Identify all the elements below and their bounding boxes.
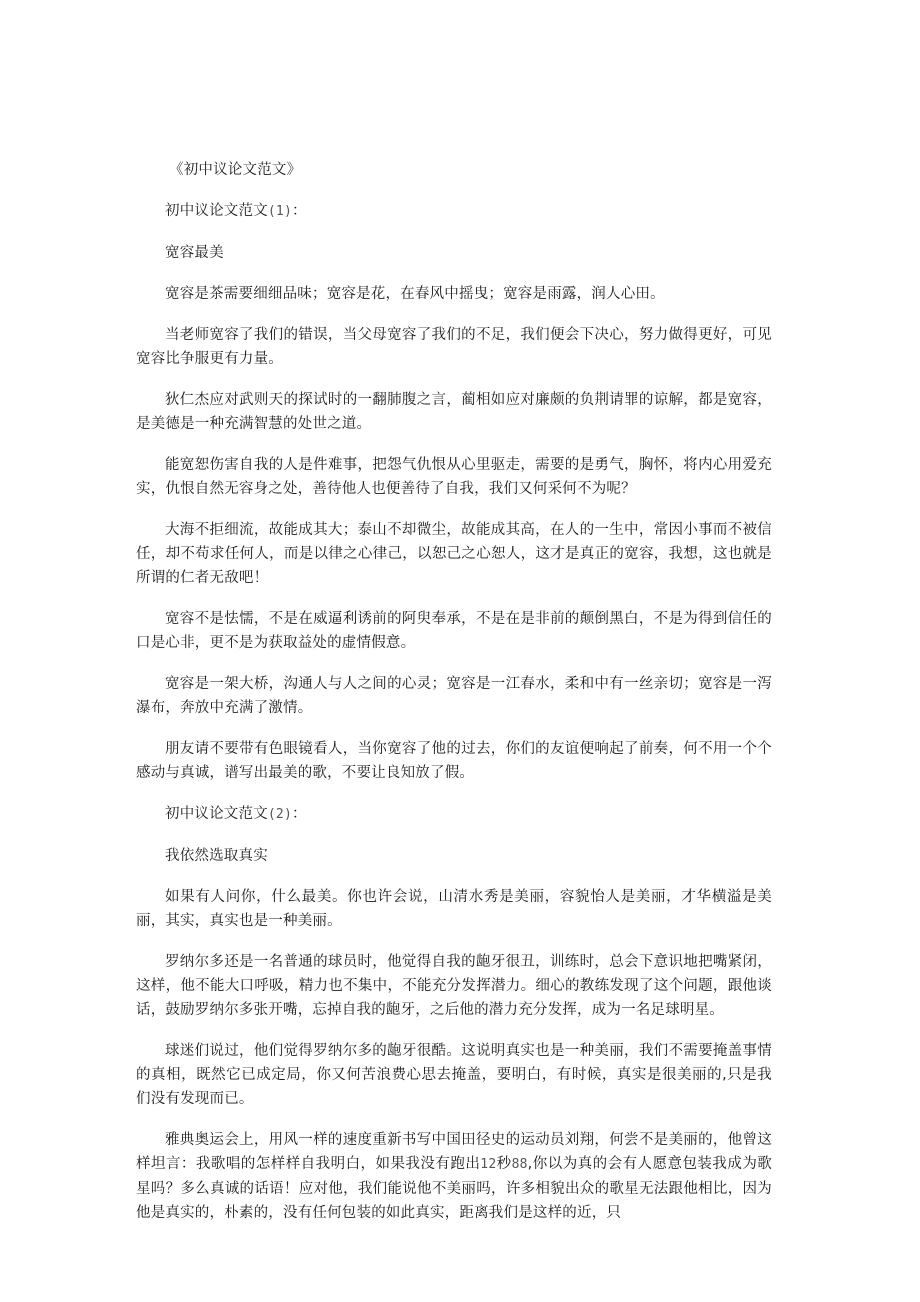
essay1-paragraph: 宽容是一架大桥，沟通人与人之间的心灵；宽容是一江春水，柔和中有一丝亲切；宽容是一泻瀑布，奔放中充满了激情。	[136, 676, 772, 716]
essay1-paragraph: 朋友请不要带有色眼镜看人，当你宽容了他的过去，你们的友谊便响起了前奏，何不用一个个感动与真诚，谱写出最美的歌，不要让良知放了假。	[136, 741, 772, 781]
last-paragraph-part2: 秒	[496, 1156, 512, 1172]
essay1-heading-text: 初中议论文范文	[165, 203, 268, 219]
document-page	[136, 158, 772, 1225]
essay1-paragraph: 能宽恕伤害自我的人是件难事，把怨气仇恨从心里驱走，需要的是勇气，胸怀，将内心用爱充实，仇恨自然无容身之处，善待他人也便善待了自我，我们又何采何不为呢？	[136, 457, 772, 497]
time-seconds-number: 12	[480, 1157, 497, 1172]
essay1-paragraph: 当老师宽容了我们的错误，当父母宽容了我们的不足，我们便会下决心，努力做得更好，可见宽容比争服更有力量。	[136, 327, 772, 367]
essay1-heading	[136, 199, 772, 224]
essay2-paragraph-last	[136, 1128, 772, 1225]
time-fraction-number: 88	[511, 1157, 528, 1172]
essay1-heading-number: (1)	[267, 204, 292, 219]
essay2-heading-text: 初中议论文范文	[165, 806, 268, 822]
essay2-subtitle: 我依然选取真实	[165, 848, 268, 864]
essay1-paragraph: 狄仁杰应对武则天的探试时的一翻肺腹之言，蔺相如应对廉颇的负荆请罪的谅解，都是宽容，是美德是一种充满智慧的处世之道。	[136, 392, 772, 432]
essay2-paragraph: 罗纳尔多还是一名普通的球员时，他觉得自我的龅牙很丑，训练时，总会下意识地把嘴紧闭，这样，他不能大口呼吸，精力也不集中，不能充分发挥潜力。细心的教练发现了这个问题，跟他谈话，鼓励罗纳尔多张开嘴，忘掉自我的龅牙，之后他的潜力充分发挥，成为一名足球明星。	[136, 954, 772, 1018]
document-title-text: 《初中议论文范文》	[169, 162, 302, 178]
document-title	[136, 158, 772, 182]
essay1-paragraph: 宽容不是怯懦，不是在威逼利诱前的阿臾奉承，不是在是非前的颠倒黑白，不是为得到信任的口是心非，更不是为获取益处的虚情假意。	[136, 611, 772, 651]
essay2-paragraph: 球迷们说过，他们觉得罗纳尔多的龅牙很酷。这说明真实也是一种美丽，我们不需要掩盖事情的真相，既然它已成定局，你又何苦浪费心思去掩盖，要明白，有时候，真实是很美丽的,只是我们没有发现而已。	[136, 1043, 772, 1107]
essay1-paragraph: 宽容是茶需要细细品味；宽容是花，在春风中摇曳；宽容是雨露，润人心田。	[165, 286, 665, 302]
essay2-heading-number: (2)	[267, 807, 292, 822]
last-paragraph-part1: 雅典奥运会上，用风一样的速度重新书写中国田径史的运动员刘翔，何尝不是美丽的，他曾这样坦言：我歌唱的怎样样自我明白，如果我没有跑出	[136, 1132, 772, 1172]
essay2-heading-colon: ：	[292, 806, 307, 822]
essay1-subtitle: 宽容最美	[165, 245, 224, 261]
essay1-paragraph: 大海不拒细流，故能成其大；泰山不却微尘，故能成其高，在人的一生中，常因小事而不被信任，却不苟求任何人，而是以律之心律己，以恕己之心恕人，这才是真正的宽容，我想，这也就是所谓的仁者无敌吧！	[136, 522, 772, 586]
essay1-heading-colon: ：	[292, 203, 307, 219]
last-paragraph-part3: ,你以为真的会有人愿意包装我成为歌星吗？多么真诚的话语！应对他，我们能说他不美丽吗，许多相貌出众的歌星无法跟他相比，因为他是真实的，朴素的，没有任何包装的如此真实，距离我们是这样的近，只	[136, 1156, 772, 1221]
essay2-heading	[136, 802, 772, 827]
essay2-paragraph: 如果有人问你，什么最美。你也许会说，山清水秀是美丽，容貌怡人是美丽，才华横溢是美丽，其实，真实也是一种美丽。	[136, 889, 772, 929]
